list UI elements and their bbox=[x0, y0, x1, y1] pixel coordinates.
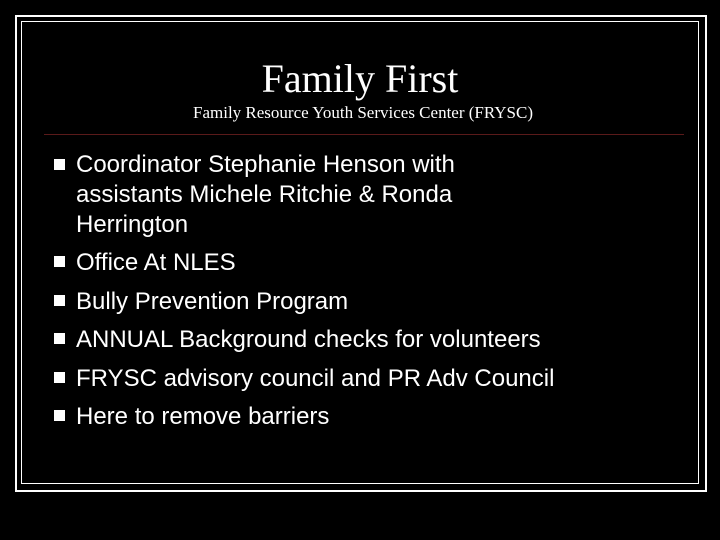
bullet-text: FRYSC advisory council and PR Adv Council bbox=[76, 364, 555, 392]
title-divider bbox=[44, 134, 684, 135]
bullet-text: Bully Prevention Program bbox=[76, 287, 349, 315]
square-bullet-icon bbox=[54, 256, 65, 267]
square-bullet-icon bbox=[54, 372, 65, 383]
slide-subtitle: Family Resource Youth Services Center (FRYSC) bbox=[193, 103, 533, 122]
square-bullet-icon bbox=[54, 295, 65, 306]
bullet-item bbox=[54, 321, 684, 360]
bullet-list bbox=[54, 150, 684, 437]
slide-title: Family First bbox=[261, 56, 459, 101]
bullet-item bbox=[54, 398, 684, 437]
bullet-item bbox=[54, 283, 684, 322]
bullet-item bbox=[54, 150, 556, 244]
bullet-text: Here to remove barriers bbox=[76, 403, 330, 430]
square-bullet-icon bbox=[54, 333, 65, 344]
bullet-text: Coordinator Stephanie Henson with assistants Michele Ritchie & Ronda Herrington bbox=[76, 151, 455, 238]
bullet-item bbox=[54, 244, 684, 283]
square-bullet-icon bbox=[54, 410, 65, 421]
square-bullet-icon bbox=[54, 159, 65, 170]
bullet-item bbox=[54, 360, 684, 399]
bullet-text: Office At NLES bbox=[76, 249, 236, 276]
bullet-text: ANNUAL Background checks for volunteers bbox=[76, 326, 541, 353]
